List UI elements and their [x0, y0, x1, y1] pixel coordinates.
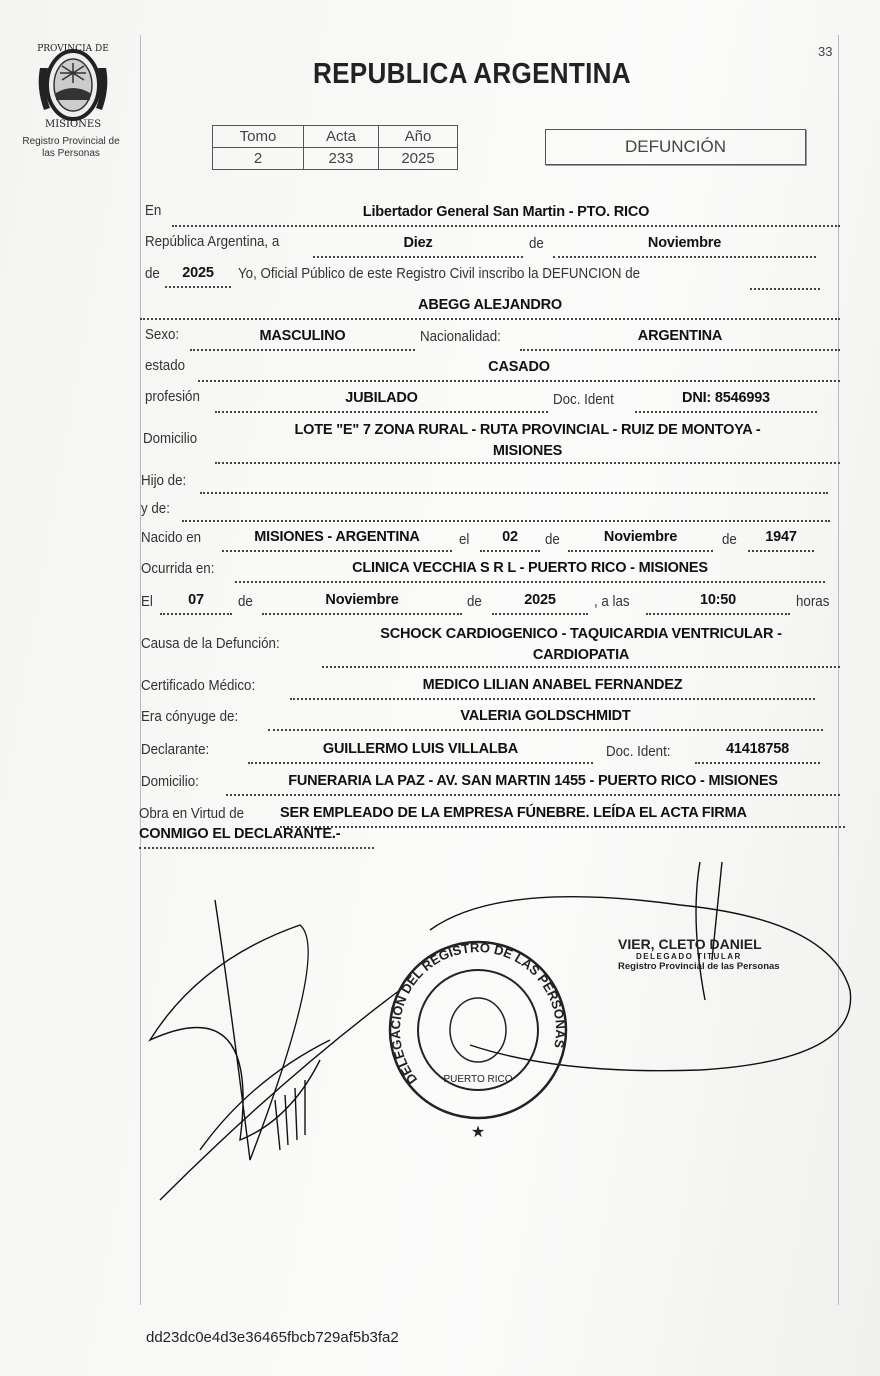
de-label: de — [529, 236, 544, 252]
ocurrida-label: Ocurrida en: — [141, 561, 215, 577]
republica-label: República Argentina, a — [145, 234, 280, 250]
certificado-label: Certificado Médico: — [141, 678, 256, 694]
value-tomo: 2 — [213, 148, 304, 170]
horas-label: horas — [796, 594, 830, 610]
conyuge-label: Era cónyuge de: — [141, 709, 239, 725]
a-las-label: , a las — [594, 594, 630, 610]
obra-line-1: SER EMPLEADO DE LA EMPRESA FÚNEBRE. LEÍDA EL ACTA FIRMA — [280, 804, 845, 828]
doc-ident-field: DNI: 8546993 — [635, 389, 817, 413]
domicilio-line-2: MISIONES — [492, 443, 563, 459]
deceased-name-field: ABEGG ALEJANDRO — [140, 296, 840, 320]
death-month-field: Noviembre — [262, 591, 462, 615]
sexo-field: MASCULINO — [190, 327, 415, 351]
record-table — [212, 125, 458, 170]
estado-label: estado — [145, 358, 186, 374]
de-label-5: de — [467, 594, 482, 610]
dotted-line — [750, 288, 820, 290]
official-name: VIER, CLETO DANIEL — [618, 936, 762, 952]
profesion-field: JUBILADO — [215, 389, 548, 413]
domicilio-line-1: LOTE "E" 7 ZONA RURAL - RUTA PROVINCIAL - RUIZ DE MONTOYA - — [294, 422, 761, 438]
death-day-field: 07 — [160, 591, 232, 615]
star-icon: ★ — [470, 1124, 486, 1141]
nacionalidad-label: Nacionalidad: — [420, 329, 501, 345]
svg-text:PROVINCIA DE: PROVINCIA DE — [37, 44, 109, 54]
en-label: En — [145, 203, 162, 219]
birth-day-field: 02 — [480, 528, 540, 552]
stamp-bottom-text: PUERTO RICO — [443, 1074, 513, 1085]
doc-ident-label: Doc. Ident — [553, 392, 614, 408]
de-label-2: de — [545, 532, 560, 548]
declarante-doc-label: Doc. Ident: — [606, 744, 671, 760]
causa-line-1: SCHOCK CARDIOGENICO - TAQUICARDIA VENTRICULAR - — [380, 626, 782, 642]
de-year-label: de — [145, 266, 160, 282]
value-acta: 233 — [304, 148, 379, 170]
province-seal-logo — [32, 38, 114, 135]
page-number: 33 — [818, 44, 833, 59]
estado-field: CASADO — [198, 358, 840, 382]
header-tomo: Tomo — [213, 126, 304, 148]
place-field: Libertador General San Martin - PTO. RICO — [172, 203, 840, 227]
declarante-domicilio-field: FUNERARIA LA PAZ - AV. SAN MARTIN 1455 - PUERTO RICO - MISIONES — [226, 772, 840, 796]
official-signature-block — [618, 936, 780, 972]
official-org: Registro Provincial de las Personas — [618, 961, 780, 972]
signatures-area — [0, 860, 880, 1220]
day-field: Diez — [313, 234, 523, 258]
handwritten-signatures — [0, 860, 880, 1220]
declarante-domicilio-label: Domicilio: — [141, 774, 199, 790]
svg-text:DELEGACIÓN DEL REGISTRO DE L — [388, 940, 568, 1087]
record-type-box: DEFUNCIÓN — [545, 129, 806, 165]
document-hash: dd23dc0e4d3e36465fbcb729af5b3fa2 — [146, 1329, 399, 1346]
org-line-2: las Personas — [42, 148, 100, 159]
el-day-label: El — [141, 594, 153, 610]
birth-year-field: 1947 — [748, 528, 814, 552]
official-role: DELEGADO TITULAR — [636, 952, 742, 961]
de-label-4: de — [238, 594, 253, 610]
ocurrida-en-field: CLINICA VECCHIA S R L - PUERTO RICO - MISIONES — [235, 559, 825, 583]
causa-label: Causa de la Defunción: — [141, 636, 280, 652]
stamp-text: DELEGACIÓN DEL REGISTRO DE LAS PERSONAS — [387, 939, 569, 1087]
declarante-doc-field: 41418758 — [695, 740, 820, 764]
hijo-de-label: Hijo de: — [141, 473, 187, 489]
declarante-label: Declarante: — [141, 742, 210, 758]
nacido-label: Nacido en — [141, 530, 202, 546]
org-name — [0, 136, 142, 160]
record-table-value-row — [213, 148, 458, 170]
header-ano: Año — [379, 126, 458, 148]
el-label: el — [459, 532, 470, 548]
record-table-header-row — [213, 126, 458, 148]
yo-text: Yo, Oficial Público de este Registro Civil inscribo la DEFUNCION de — [238, 266, 641, 282]
de-label-3: de — [722, 532, 737, 548]
certificado-field: MEDICO LILIAN ANABEL FERNANDEZ — [290, 676, 815, 700]
y-de-field — [182, 498, 830, 522]
conyuge-field: VALERIA GOLDSCHMIDT — [268, 707, 823, 731]
causa-line-2: CARDIOPATIA — [532, 647, 630, 663]
death-time-field: 10:50 — [646, 591, 790, 615]
org-line-1: Registro Provincial de — [22, 136, 120, 147]
causa-field — [322, 624, 840, 668]
obra-label: Obra en Virtud de — [139, 806, 245, 822]
value-ano: 2025 — [379, 148, 458, 170]
year-field: 2025 — [165, 264, 231, 288]
header-acta: Acta — [304, 126, 379, 148]
death-year-field: 2025 — [492, 591, 588, 615]
nacido-en-field: MISIONES - ARGENTINA — [222, 528, 452, 552]
domicilio-field — [215, 420, 840, 464]
domicilio-label: Domicilio — [143, 431, 198, 447]
page-title: REPUBLICA ARGENTINA — [313, 58, 631, 90]
hijo-de-field — [200, 470, 828, 494]
nacionalidad-field: ARGENTINA — [520, 327, 840, 351]
sexo-label: Sexo: — [145, 327, 180, 343]
declarante-field: GUILLERMO LUIS VILLALBA — [248, 740, 593, 764]
obra-line-2: CONMIGO EL DECLARANTE.- — [139, 825, 374, 849]
y-de-label: y de: — [141, 501, 170, 517]
svg-text:MISIONES: MISIONES — [44, 119, 102, 130]
birth-month-field: Noviembre — [568, 528, 713, 552]
month-field: Noviembre — [553, 234, 816, 258]
profesion-label: profesión — [145, 389, 200, 405]
